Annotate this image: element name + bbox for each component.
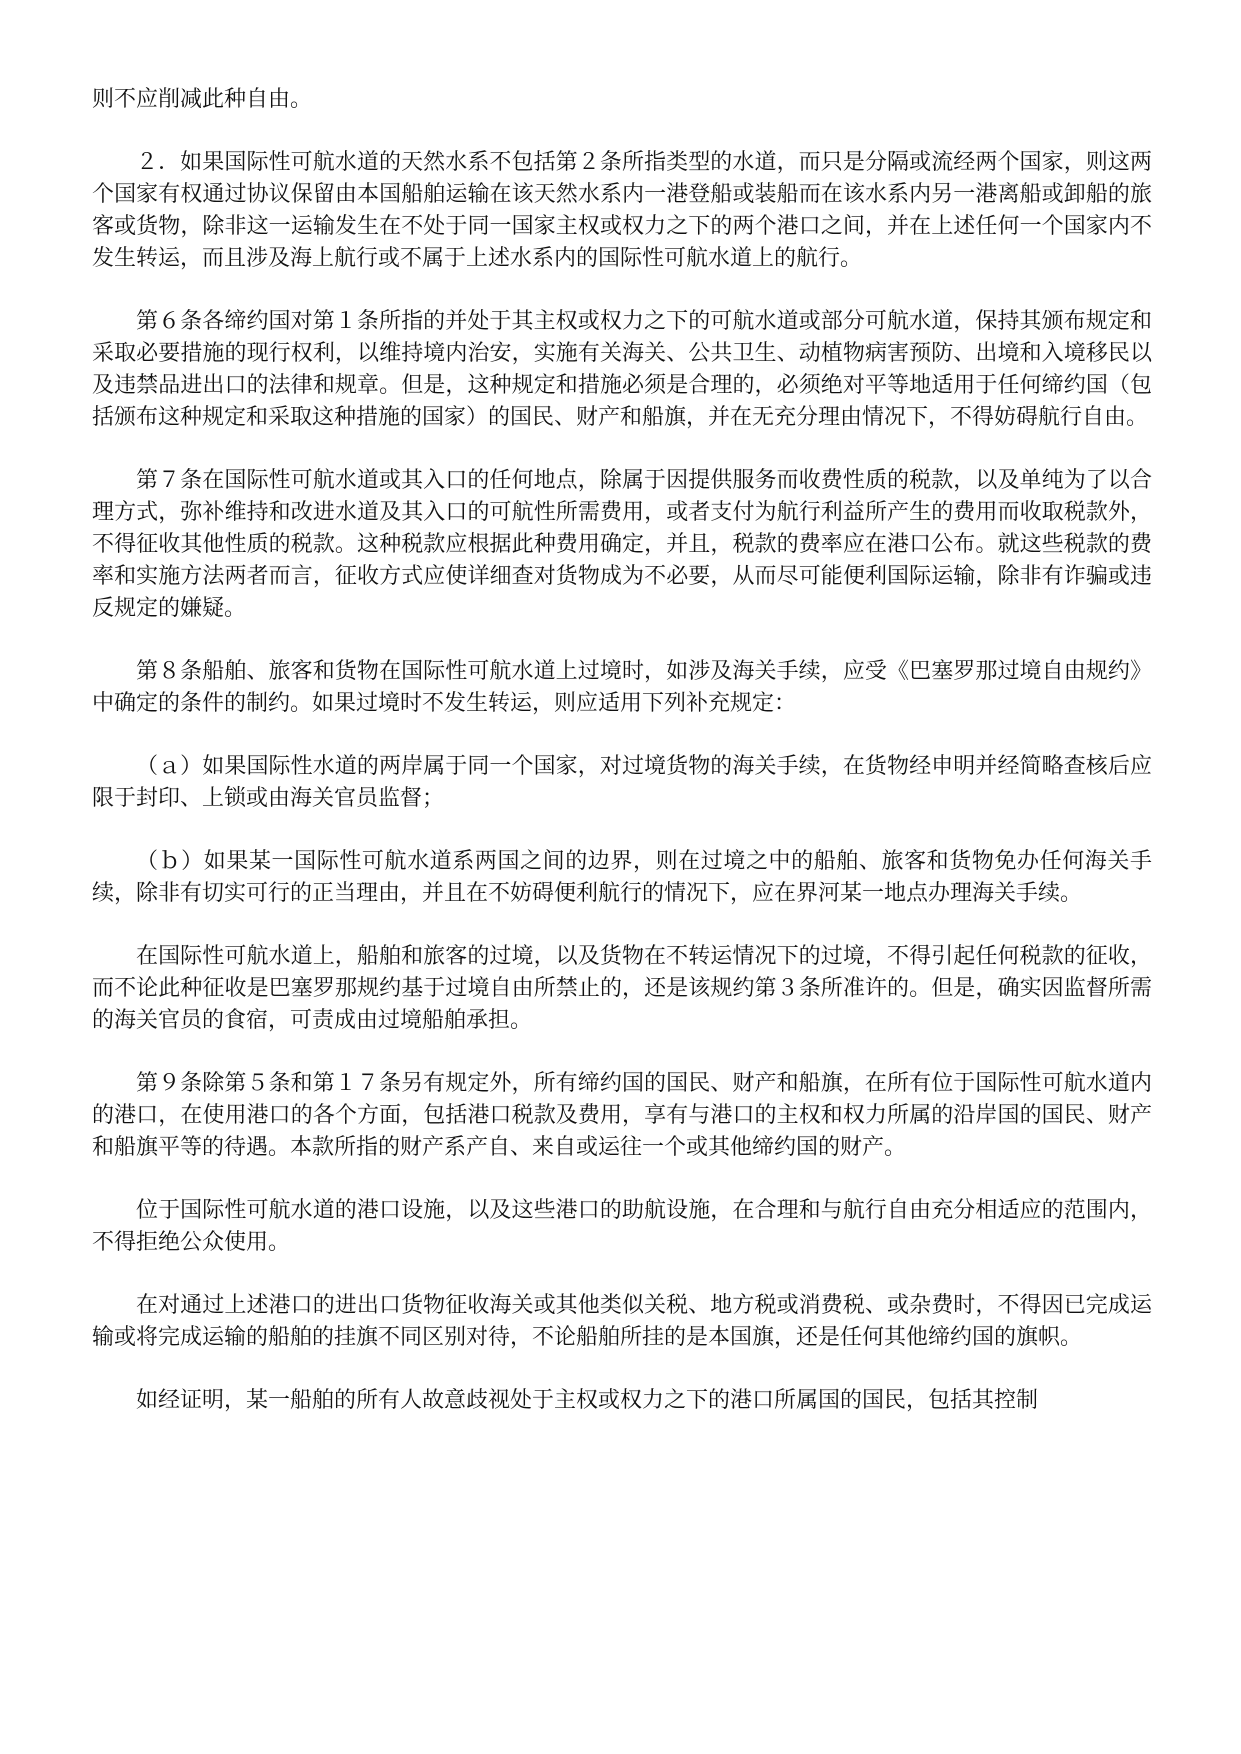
paragraph-article-7: 第７条在国际性可航水道或其入口的任何地点，除属于因提供服务而收费性质的税款，以及单纯为了以合理方式，弥补维持和改进水道及其入口的可航性所需费用，或者支付为航行利益所产生的费用而收取税款外，不得征收其他性质的税款。这种税款应根据此种费用确定，并且，税款的费率应在港口公布。就这些税款的费率和实施方法两者而言，征收方式应使详细查对货物成为不必要，从而尽可能便利国际运输，除非有诈骗或违反规定的嫌疑。 (92, 468, 1152, 621)
paragraph-article-9: 第９条除第５条和第１７条另有规定外，所有缔约国的国民、财产和船旗，在所有位于国际性可航水道内的港口，在使用港口的各个方面，包括港口税款及费用，享有与港口的主权和权力所属的沿岸国的国民、财产和船旗平等的待遇。本款所指的财产系产自、来自或运往一个或其他缔约国的财产。 (92, 1071, 1152, 1160)
paragraph-article-8: 第８条船舶、旅客和货物在国际性可航水道上过境时，如涉及海关手续，应受《巴塞罗那过境自由规约》中确定的条件的制约。如果过境时不发生转运，则应适用下列补充规定： (92, 659, 1152, 716)
paragraph-article-8-a: （ａ）如果国际性水道的两岸属于同一个国家，对过境货物的海关手续，在货物经申明并经简略查核后应限于封印、上锁或由海关官员监督； (92, 754, 1152, 811)
paragraph-discrimination: 如经证明，某一船舶的所有人故意歧视处于主权或权力之下的港口所属国的国民，包括其控制 (136, 1388, 1039, 1413)
document-page (92, 84, 1152, 1448)
paragraph-port-facilities: 位于国际性可航水道的港口设施，以及这些港口的助航设施，在合理和与航行自由充分相适应的范围内，不得拒绝公众使用。 (92, 1198, 1152, 1255)
paragraph-article-8-b: （ｂ）如果某一国际性可航水道系两国之间的边界，则在过境之中的船舶、旅客和货物免办任何海关手续，除非有切实可行的正当理由，并且在不妨碍便利航行的情况下，应在界河某一地点办理海关手续。 (92, 849, 1152, 906)
paragraph-transit-taxes: 在国际性可航水道上，船舶和旅客的过境，以及货物在不转运情况下的过境，不得引起任何税款的征收，而不论此种征收是巴塞罗那规约基于过境自由所禁止的，还是该规约第３条所准许的。但是，确实因监督所需的海关官员的食宿，可责成由过境船舶承担。 (92, 944, 1152, 1033)
paragraph-continuation: 则不应削减此种自由。 (92, 87, 313, 112)
paragraph-clause-2: ２．如果国际性可航水道的天然水系不包括第２条所指类型的水道，而只是分隔或流经两个国家，则这两个国家有权通过协议保留由本国船舶运输在该天然水系内一港登船或装船而在该水系内另一港离船或卸船的旅客或货物，除非这一运输发生在不处于同一国家主权或权力之下的两个港口之间，并在上述任何一个国家内不发生转运，而且涉及海上航行或不属于上述水系内的国际性可航水道上的航行。 (92, 150, 1152, 271)
paragraph-article-6: 第６条各缔约国对第１条所指的并处于其主权或权力之下的可航水道或部分可航水道，保持其颁布规定和采取必要措施的现行权利，以维持境内治安，实施有关海关、公共卫生、动植物病害预防、出境和入境移民以及违禁品进出口的法律和规章。但是，这种规定和措施必须是合理的，必须绝对平等地适用于任何缔约国（包括颁布这种规定和采取这种措施的国家）的国民、财产和船旗，并在无充分理由情况下，不得妨碍航行自由。 (92, 309, 1152, 430)
paragraph-customs-duties: 在对通过上述港口的进出口货物征收海关或其他类似关税、地方税或消费税、或杂费时，不得因已完成运输或将完成运输的船舶的挂旗不同区别对待，不论船舶所挂的是本国旗，还是任何其他缔约国的旗帜。 (92, 1293, 1152, 1350)
